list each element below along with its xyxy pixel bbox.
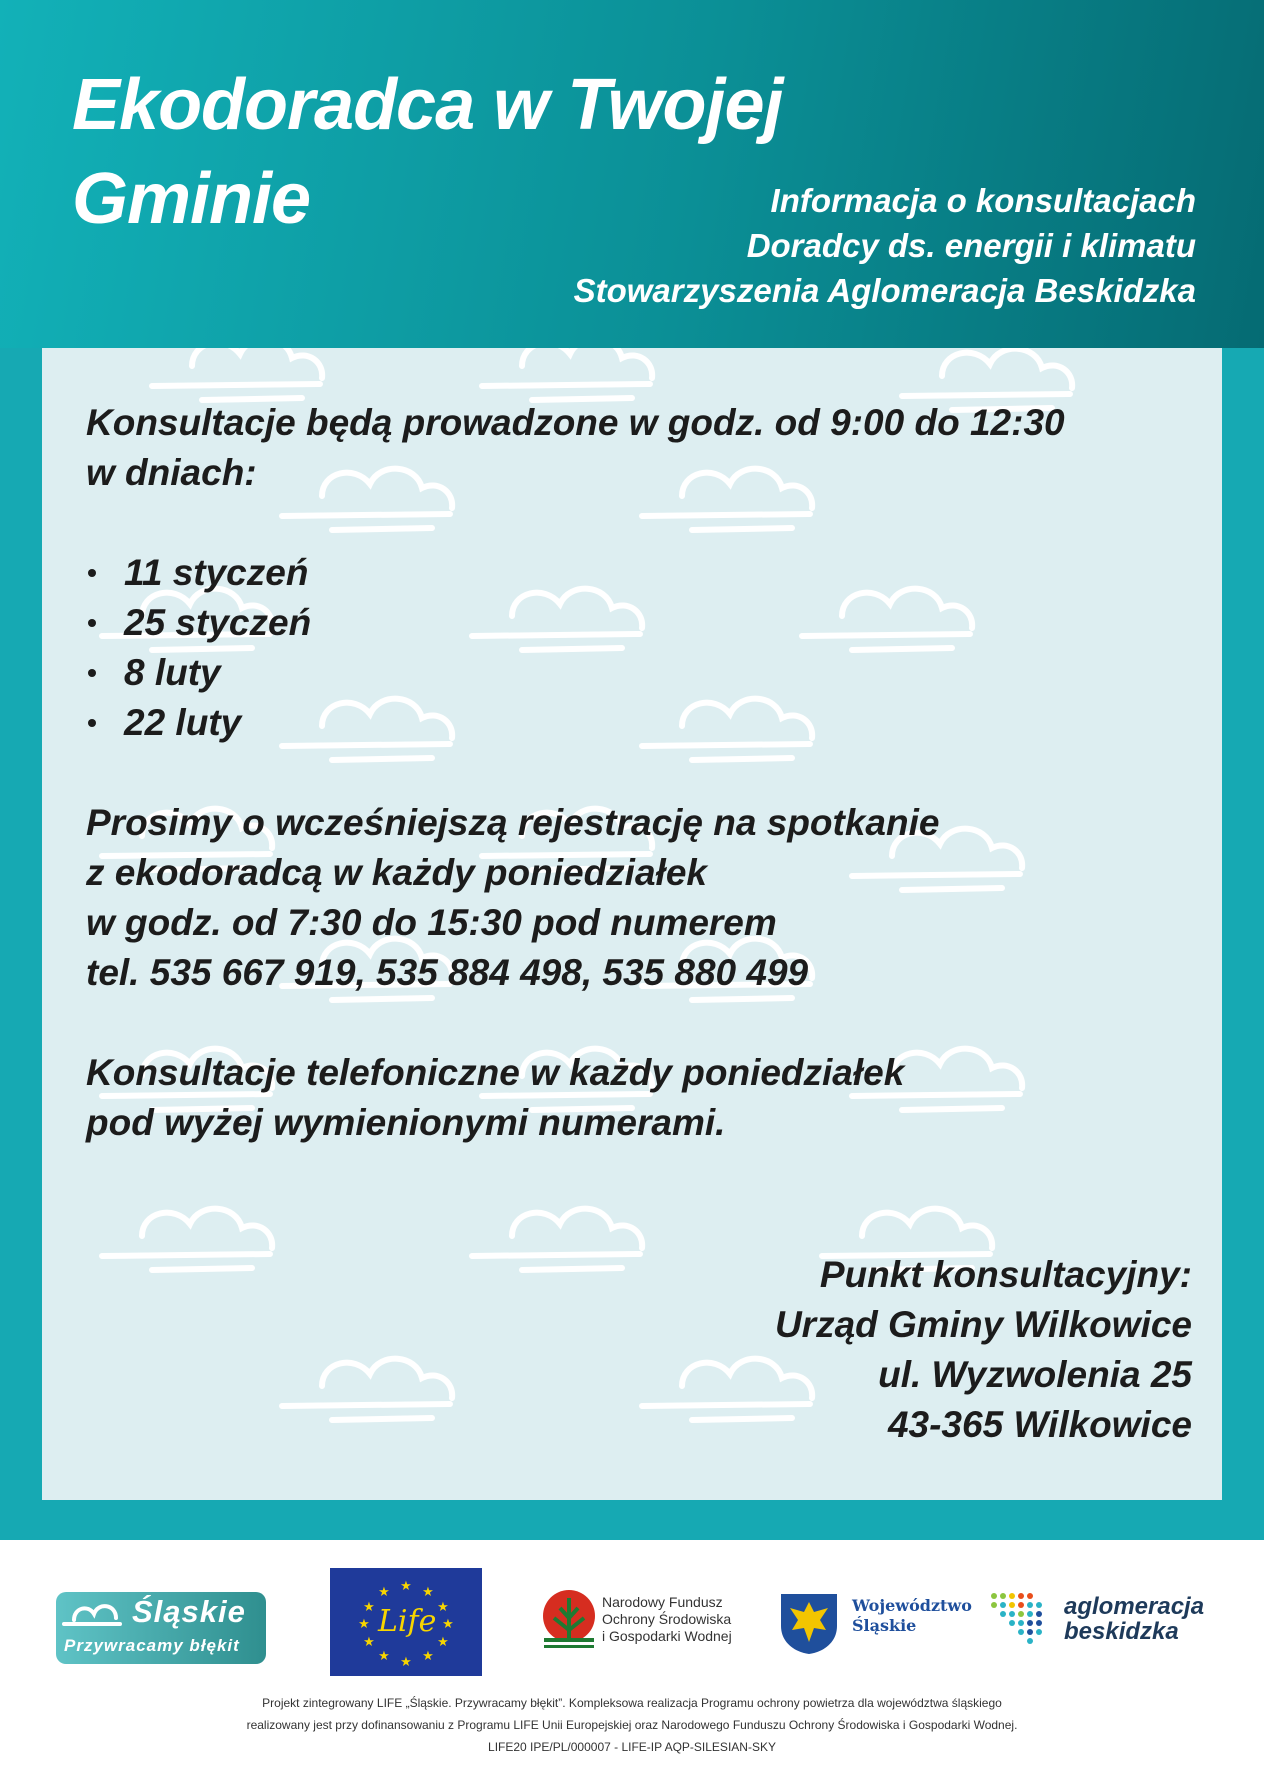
- nfosigw-text-line: i Gospodarki Wodnej: [602, 1628, 732, 1644]
- subtitle-line: Informacja o konsultacjach: [770, 182, 1196, 219]
- slaskie-logo-text: Śląskie: [132, 1594, 246, 1629]
- bullet-icon: [88, 569, 96, 577]
- address-street: ul. Wyzwolenia 25: [878, 1354, 1192, 1395]
- wojewodztwo-text-line: Śląskie: [852, 1616, 917, 1635]
- address-name: Urząd Gminy Wilkowice: [774, 1304, 1192, 1345]
- bullet-icon: [88, 619, 96, 627]
- list-item: [86, 598, 1136, 648]
- wojewodztwo-text-line: Województwo: [852, 1596, 972, 1615]
- date-text: 11 styczeń: [124, 552, 309, 593]
- list-item: [86, 698, 1136, 748]
- svg-text:★: ★: [422, 1649, 434, 1664]
- nfosigw-logo: [540, 1588, 740, 1658]
- svg-text:★: ★: [378, 1649, 390, 1664]
- consultation-point-address: [492, 1250, 1192, 1450]
- wojewodztwo-logo-text: [852, 1596, 972, 1636]
- hours-text: w dniach:: [86, 452, 257, 493]
- phone-consultation-text: pod wyżej wymienionymi numerami.: [86, 1102, 726, 1143]
- footer-disclaimer: [0, 1692, 1264, 1758]
- date-text: 8 luty: [124, 652, 221, 693]
- hours-text: Konsultacje będą prowadzone w godz. od 9:00 do 12:30: [86, 402, 1065, 443]
- svg-text:★: ★: [363, 1600, 375, 1615]
- svg-text:★: ★: [358, 1617, 370, 1632]
- nfosigw-emblem-icon: [540, 1588, 598, 1654]
- subtitle-line: Doradcy ds. energii i klimatu: [746, 227, 1196, 264]
- footer-line: realizowany jest przy dofinansowaniu z Programu LIFE Unii Europejskiej oraz Narodowego Funduszu Ochrony Środowiska i Gospodarki Wodnej.: [246, 1718, 1018, 1732]
- address-city: 43-365 Wilkowice: [887, 1404, 1192, 1445]
- slaskie-logo: [56, 1592, 266, 1664]
- svg-text:★: ★: [400, 1579, 412, 1594]
- consultation-info: [86, 398, 1136, 1148]
- list-item: [86, 648, 1136, 698]
- nfosigw-logo-text: [602, 1594, 732, 1645]
- svg-text:★: ★: [422, 1585, 434, 1600]
- eu-life-logo: [330, 1568, 482, 1676]
- address-label: Punkt konsultacyjny:: [819, 1254, 1192, 1295]
- list-item: [86, 548, 1136, 598]
- phone-numbers: tel. 535 667 919, 535 884 498, 535 880 499: [86, 952, 809, 993]
- header-banner: [0, 0, 1264, 348]
- svg-text:★: ★: [363, 1635, 375, 1650]
- cloud-icon: [60, 1596, 130, 1636]
- life-logo-text: Life: [378, 1604, 437, 1639]
- title-line: Ekodoradca w Twojej: [72, 65, 783, 145]
- nfosigw-text-line: Narodowy Fundusz: [602, 1594, 723, 1610]
- date-text: 25 styczeń: [124, 602, 312, 643]
- registration-text: z ekodoradcą w każdy poniedziałek: [86, 852, 707, 893]
- wojewodztwo-slaskie-logo: [778, 1590, 978, 1660]
- svg-text:★: ★: [437, 1635, 449, 1650]
- dates-list: [86, 548, 1136, 748]
- svg-text:★: ★: [442, 1617, 454, 1632]
- dots-grid-icon: [988, 1588, 1060, 1654]
- footer-line: LIFE20 IPE/PL/000007 - LIFE-IP AQP-SILESIAN-SKY: [488, 1740, 776, 1754]
- svg-text:★: ★: [378, 1585, 390, 1600]
- sponsor-logos: [0, 1540, 1264, 1690]
- page-subtitle: [496, 178, 1196, 313]
- bullet-icon: [88, 669, 96, 677]
- svg-text:★: ★: [437, 1600, 449, 1615]
- aglomeracja-text-line: beskidzka: [1064, 1618, 1179, 1645]
- aglomeracja-logo-text: [1064, 1594, 1204, 1644]
- nfosigw-text-line: Ochrony Środowiska: [602, 1611, 732, 1627]
- svg-text:★: ★: [400, 1655, 412, 1670]
- phone-consultation-text: Konsultacje telefoniczne w każdy poniedziałek: [86, 1052, 905, 1093]
- aglomeracja-text-line: aglomeracja: [1064, 1593, 1205, 1620]
- eagle-shield-icon: [778, 1590, 840, 1656]
- subtitle-line: Stowarzyszenia Aglomeracja Beskidzka: [573, 272, 1196, 309]
- registration-text: w godz. od 7:30 do 15:30 pod numerem: [86, 902, 777, 943]
- bullet-icon: [88, 719, 96, 727]
- registration-text: Prosimy o wcześniejszą rejestrację na spotkanie: [86, 802, 940, 843]
- footer-line: Projekt zintegrowany LIFE „Śląskie. Przywracamy błękit”. Kompleksowa realizacja Programu ochrony powietrza dla województwa śląskiego: [262, 1696, 1002, 1710]
- aglomeracja-beskidzka-logo: [988, 1588, 1218, 1658]
- slaskie-logo-slogan: Przywracamy błękit: [64, 1636, 240, 1655]
- title-line: Gminie: [72, 159, 311, 239]
- date-text: 22 luty: [124, 702, 242, 743]
